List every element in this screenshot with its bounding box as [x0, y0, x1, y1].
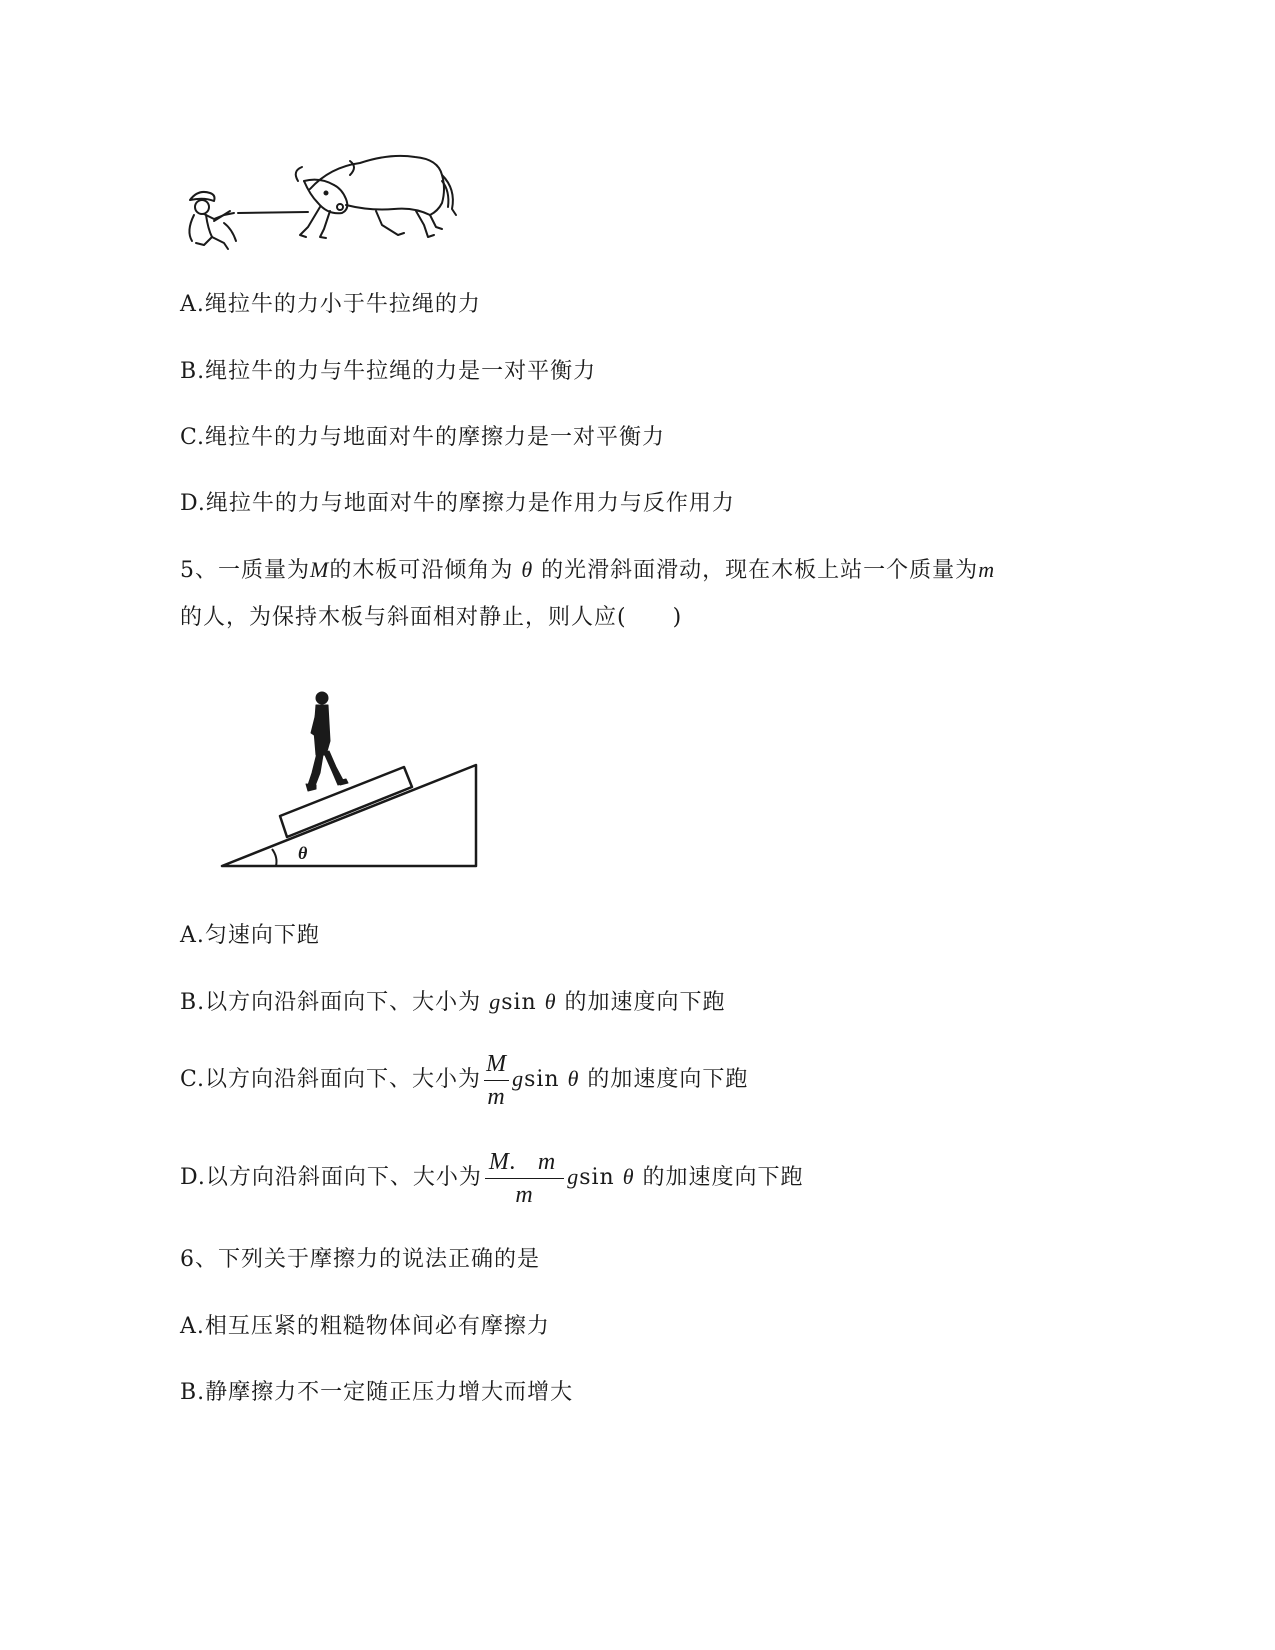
var-M: M	[310, 557, 330, 582]
incline-angle-label: θ	[298, 843, 308, 863]
var-m: m	[978, 557, 996, 582]
q6-stem: 6、下列关于摩擦力的说法正确的是	[180, 1247, 541, 1272]
theta-symbol: θ	[521, 557, 534, 582]
q4-option-a: A.绳拉牛的力小于牛拉绳的力	[180, 292, 481, 317]
fraction-M-over-m: $\frac{M}{m}$	[486, 1050, 508, 1110]
q5-stem-line1: 5、一质量为M的木板可沿倾角为 θ 的光滑斜面滑动，现在木板上站一个质量为m	[180, 557, 996, 583]
q5-stem-line2: 的人，为保持木板与斜面相对静止，则人应( )	[180, 605, 683, 630]
q6-number: 6、	[180, 1247, 218, 1272]
boy-pulling-ox-figure	[180, 145, 460, 255]
q5-number: 5、	[180, 558, 218, 583]
q5-option-a: A.匀速向下跑	[180, 923, 320, 948]
q4-option-d: D.绳拉牛的力与地面对牛的摩擦力是作用力与反作用力	[180, 491, 735, 516]
q5-option-c: C.以方向沿斜面向下、大小为 $\frac{M}{m}$ gsin θ 的加速度向下跑	[180, 1050, 749, 1110]
fraction-M-m-over-m: $\frac{M. m}{m}$	[485, 1150, 564, 1207]
q4-option-c: C.绳拉牛的力与地面对牛的摩擦力是一对平衡力	[180, 425, 666, 450]
q5-option-b: B.以方向沿斜面向下、大小为 gsin θ 的加速度向下跑	[180, 989, 726, 1015]
q4-option-b: B.绳拉牛的力与牛拉绳的力是一对平衡力	[180, 359, 597, 384]
q6-option-a: A.相互压紧的粗糙物体间必有摩擦力	[180, 1314, 550, 1339]
q5-option-d: D.以方向沿斜面向下、大小为 $\frac{M. m}{m}$ gsin θ 的加速度向下跑	[180, 1148, 804, 1208]
q6-option-b: B.静摩擦力不一定随正压力增大而增大	[180, 1380, 574, 1405]
incline-plank-figure	[220, 685, 490, 875]
